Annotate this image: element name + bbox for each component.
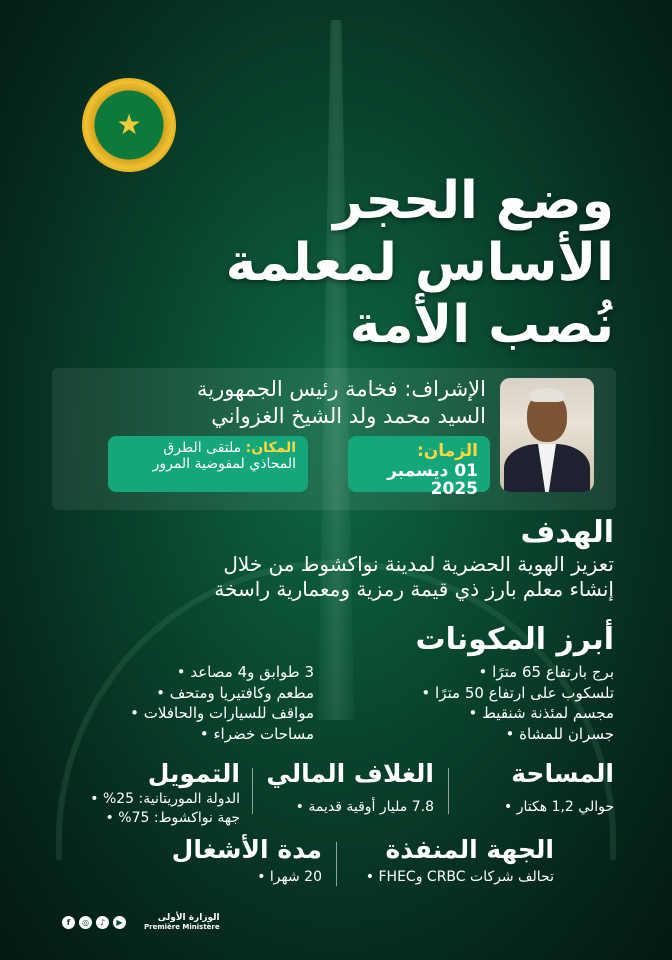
divider [336, 842, 337, 886]
duration-heading: مدة الأشغال [171, 835, 322, 864]
divider [252, 768, 253, 814]
components-list-right [364, 662, 614, 744]
list-item: مجسم لمئذنة شنقيط • [364, 703, 614, 724]
instagram-icon[interactable]: ◎ [79, 916, 92, 929]
list-item: جسران للمشاة • [364, 724, 614, 745]
funding-heading: التمويل [147, 759, 240, 788]
goal-line-2: إنشاء معلم بارز ذي قيمة رمزية ومعمارية راسخة [214, 577, 614, 601]
ministry-name-fr: Première Ministère [144, 922, 220, 931]
goal-line-1: تعزيز الهوية الحضرية لمدينة نواكشوط من خلال [223, 552, 614, 576]
executor-heading: الجهة المنفذة [385, 835, 554, 864]
area-heading: المساحة [511, 759, 614, 788]
ministry-logo [144, 913, 220, 932]
funding-line-1: الدولة الموريتانية: 25% • [70, 790, 240, 809]
page-title [144, 170, 614, 356]
budget-block [244, 758, 434, 817]
footer [62, 910, 220, 934]
area-value: حوالي 1,2 هكتار • [464, 798, 614, 817]
list-item: 3 طوابق و4 مصاعد • [64, 662, 314, 683]
budget-value: 7.8 مليار أوقية قديمة • [244, 798, 434, 817]
components-list-left [64, 662, 314, 744]
executor-value: تحالف شركات CRBC وFHEC • [334, 868, 554, 887]
time-value: 01 ديسمبر 2025 [387, 461, 478, 499]
supervision-line-1: الإشراف: فخامة رئيس الجمهورية [197, 377, 486, 401]
list-item: مساحات خضراء • [64, 724, 314, 745]
title-line-3: نُصب الأمة [349, 295, 614, 355]
title-line-2: الأساس لمعلمة [225, 233, 614, 293]
president-photo [500, 378, 594, 492]
place-value-2: المحاذي لمفوضية المرور [152, 456, 296, 472]
place-badge [108, 436, 308, 492]
duration-block [142, 834, 322, 887]
goal-heading: الهدف [520, 515, 614, 550]
list-item: برج بارتفاع 65 مترًا • [364, 662, 614, 683]
ministry-name-ar: الوزارة الأولى [157, 912, 220, 923]
supervision-text [106, 376, 486, 430]
components-heading: أبرز المكونات [415, 622, 614, 657]
facebook-icon[interactable]: f [62, 916, 75, 929]
time-badge [348, 436, 490, 499]
list-item: مواقف للسيارات والحافلات • [64, 703, 314, 724]
supervision-line-2: السيد محمد ولد الشيخ الغزواني [211, 404, 486, 428]
divider [448, 768, 449, 814]
budget-heading: الغلاف المالي [266, 759, 434, 788]
place-value-1: ملتقى الطرق [163, 440, 242, 456]
funding-line-2: جهة نواكشوط: 75% • [70, 809, 240, 828]
title-line-1: وضع الحجر [333, 171, 614, 231]
duration-value: 20 شهرا • [142, 868, 322, 887]
executor-block [334, 834, 554, 887]
funding-block [70, 758, 240, 828]
star-icon: ★ [116, 108, 142, 141]
place-label: المكان: [245, 440, 296, 456]
time-label: الزمان: [416, 441, 478, 461]
list-item: مطعم وكافتيريا ومتحف • [64, 683, 314, 704]
list-item: تلسكوب على ارتفاع 50 مترًا • [364, 683, 614, 704]
goal-text [54, 552, 614, 602]
youtube-icon[interactable]: ▶ [113, 916, 126, 929]
area-block [464, 758, 614, 817]
tiktok-icon[interactable]: ♪ [96, 916, 109, 929]
national-emblem [82, 78, 176, 172]
